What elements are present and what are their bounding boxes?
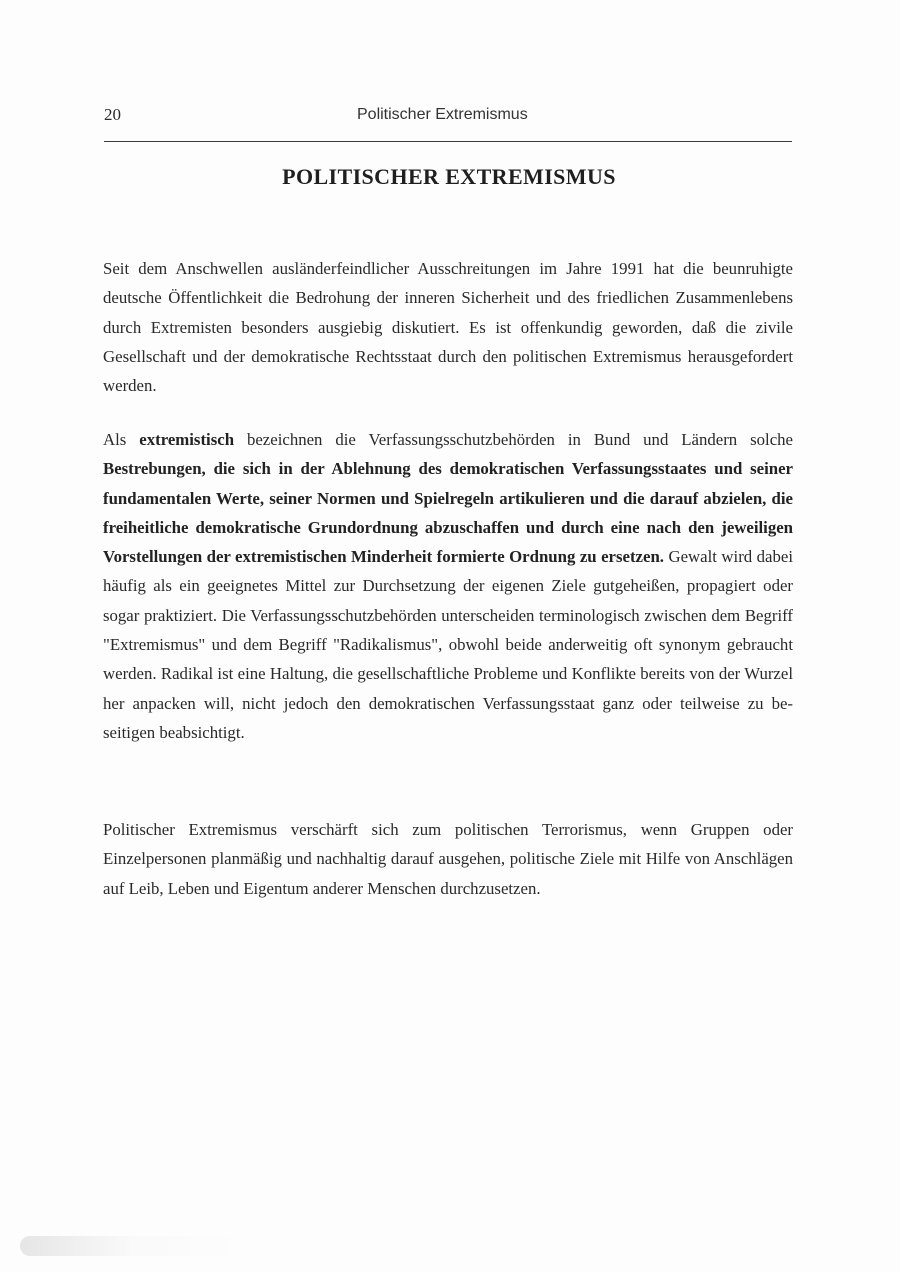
running-header <box>104 101 794 129</box>
scan-artifact <box>20 1236 240 1256</box>
definition-emphasis: Bestrebungen, die sich in der Ablehnung des demokratischen Verfassungsstaates und seiner fundamentalen Werte, seiner Normen und Spielregeln artikulieren und die darauf abzielen, die freiheitliche demokratische Grundordnung abzuschaffen und durch eine nach den jeweiligen Vorstellungen der extremistischen Minderheit formierte Ordnung zu ersetzen. <box>103 459 793 567</box>
paragraph-intro: Seit dem Anschwellen ausländerfeindlicher Ausschreitungen im Jahre 1991 hat die beunruhigte deutsche Öffentlichkeit die Bedrohung der inneren Sicherheit und des friedlichen Zusammenlebens durch Extremisten besonders ausgiebig diskutiert. Es ist offenkundig geworden, daß die zivile Gesellschaft und der demokratische Rechtsstaat durch den politischen Extremismus herausgefordert werden. <box>103 259 793 396</box>
paragraph-terrorism: Politischer Extremismus verschärft sich zum politischen Terrorismus, wenn Gruppen oder Einzelpersonen planmäßig und nachhaltig darauf ausgehen, politische Ziele mit Hilfe von Anschlägen auf Leib, Leben und Eigentum anderer Menschen durchzusetzen. <box>103 820 793 898</box>
section-title: POLITISCHER EXTREMISMUS <box>282 164 616 189</box>
definition-lead-text: Als <box>103 430 140 449</box>
header-rule <box>104 141 792 142</box>
paragraph-definition <box>103 425 793 747</box>
page-number: 20 <box>104 105 121 124</box>
term-extremistisch: extremistisch <box>139 430 235 449</box>
running-title: Politischer Extremismus <box>357 106 528 123</box>
definition-continuation-text: bezeichnen die Verfassungsschutzbehörden in Bund und Ländern solche <box>234 430 794 449</box>
definition-remainder-text: Gewalt wird dabei häufig als ein geeignetes Mittel zur Durchsetzung der eigenen Ziele gutgeheißen, propagiert oder sogar praktiziert. Die Verfassungsschutzbehörden unterscheiden terminologisch zwischen dem Begriff "Extremismus" und dem Begriff "Radikalismus", obwohl beide anderweitig oft synonym gebraucht werden. Radikal ist eine Haltung, die gesellschaftliche Probleme und Konflikte bereits von der Wurzel her anpacken will, nicht jedoch den demokratischen Verfassungsstaat ganz oder teilweise zu beseitigen beabsichtigt. <box>103 547 793 742</box>
